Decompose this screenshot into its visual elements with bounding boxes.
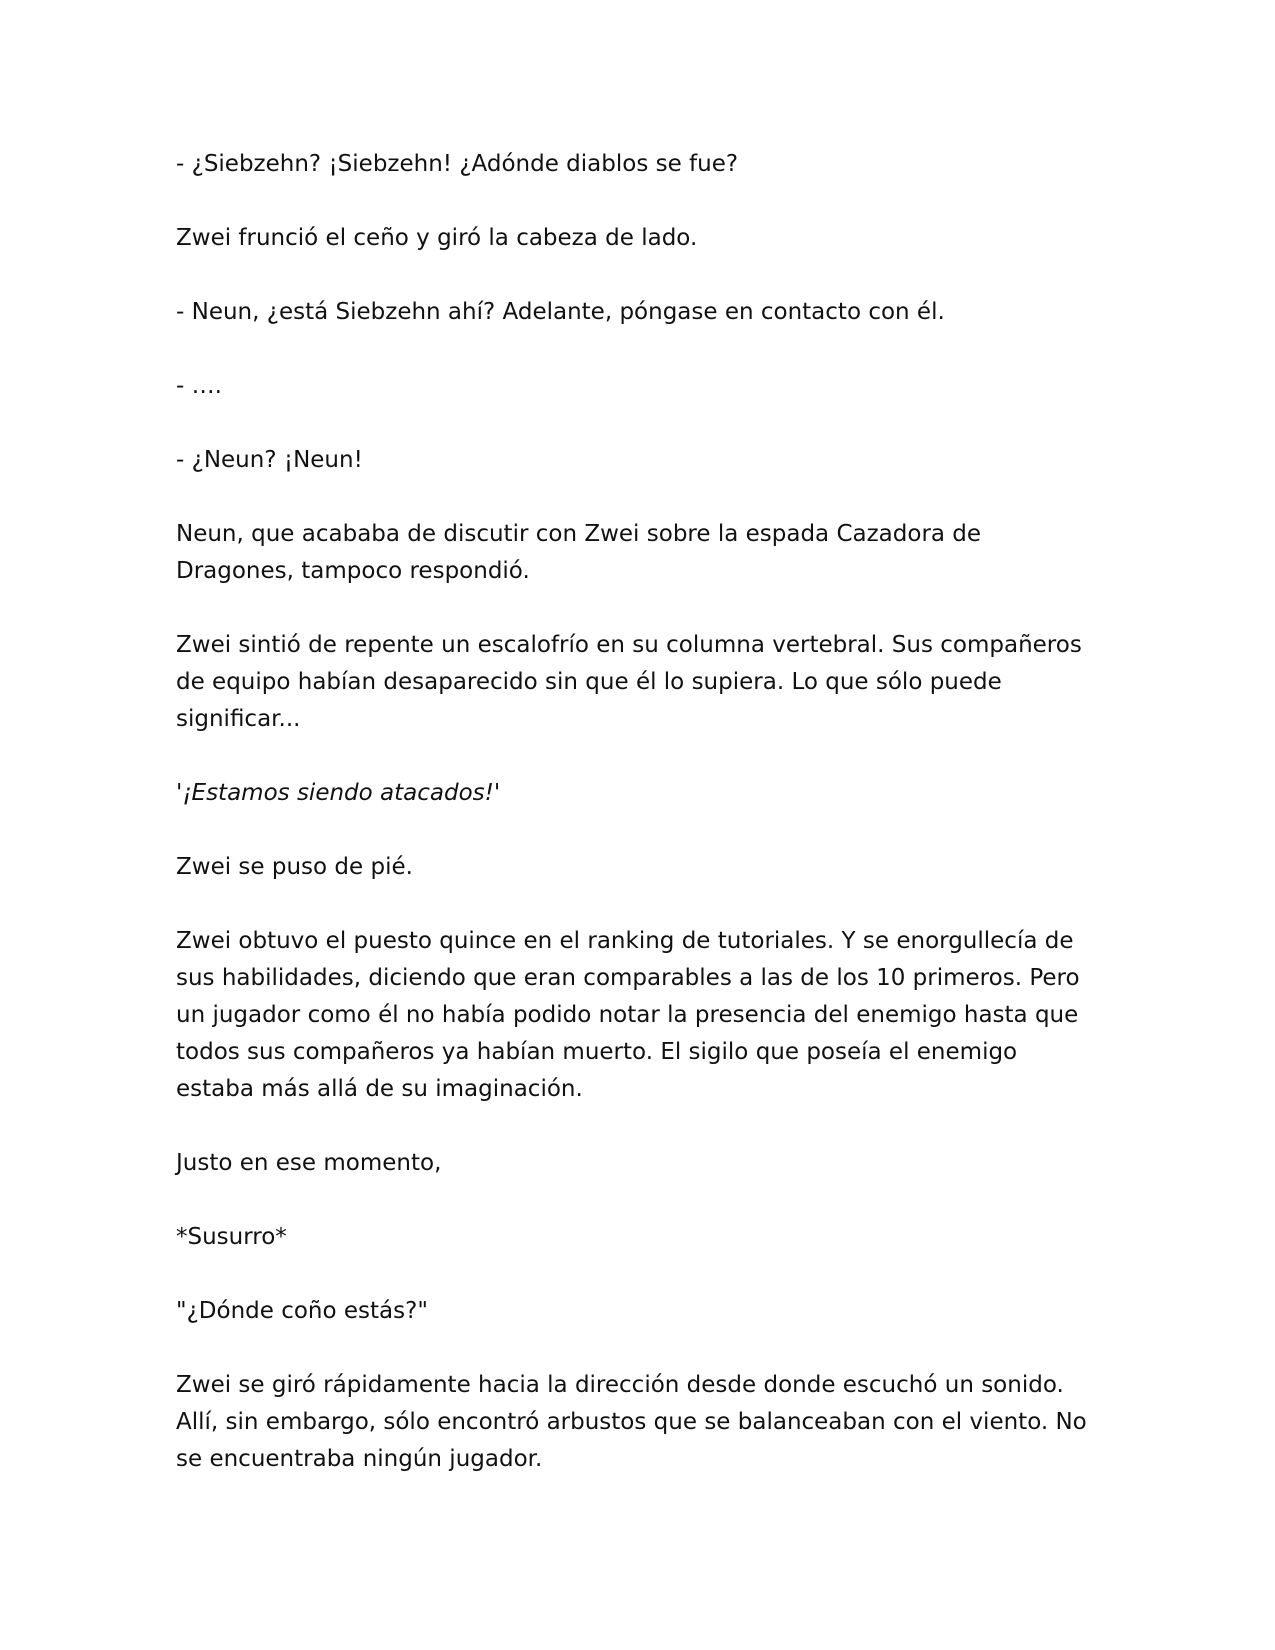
paragraph-13: "¿Dónde coño estás?" [176, 1298, 428, 1324]
paragraph-4: - …. [176, 373, 222, 399]
paragraph-3: - Neun, ¿está Siebzehn ahí? Adelante, póngase en contacto con él. [176, 299, 945, 325]
paragraph-11: Justo en ese momento, [176, 1150, 442, 1176]
paragraph-14: Zwei se giró rápidamente hacia la dirección desde donde escuchó un sonido. Allí, sin embargo, sólo encontró arbustos que se balanceaban con el viento. No se encuentraba ningún jugador. [176, 1372, 1087, 1472]
paragraph-12: *Susurro* [176, 1224, 287, 1250]
paragraph-1: - ¿Siebzehn? ¡Siebzehn! ¿Adónde diablos se fue? [176, 151, 739, 177]
paragraph-9: Zwei se puso de pié. [176, 854, 413, 880]
paragraph-8-thought: '¡Estamos siendo atacados!' [176, 780, 501, 806]
document-body [176, 146, 1096, 1515]
paragraph-7: Zwei sintió de repente un escalofrío en su columna vertebral. Sus compañeros de equipo habían desaparecido sin que él lo supiera. Lo que sólo puede significar... [176, 632, 1082, 732]
paragraph-10: Zwei obtuvo el puesto quince en el ranking de tutoriales. Y se enorgullecía de sus habilidades, diciendo que eran comparables a las de los 10 primeros. Pero un jugador como él no había podido notar la presencia del enemigo hasta que todos sus compañeros ya habían muerto. El sigilo que poseía el enemigo estaba más allá de su imaginación. [176, 928, 1080, 1102]
paragraph-5: - ¿Neun? ¡Neun! [176, 447, 363, 473]
paragraph-6: Neun, que acababa de discutir con Zwei sobre la espada Cazadora de Dragones, tampoco respondió. [176, 521, 982, 584]
paragraph-2: Zwei frunció el ceño y giró la cabeza de lado. [176, 225, 698, 251]
